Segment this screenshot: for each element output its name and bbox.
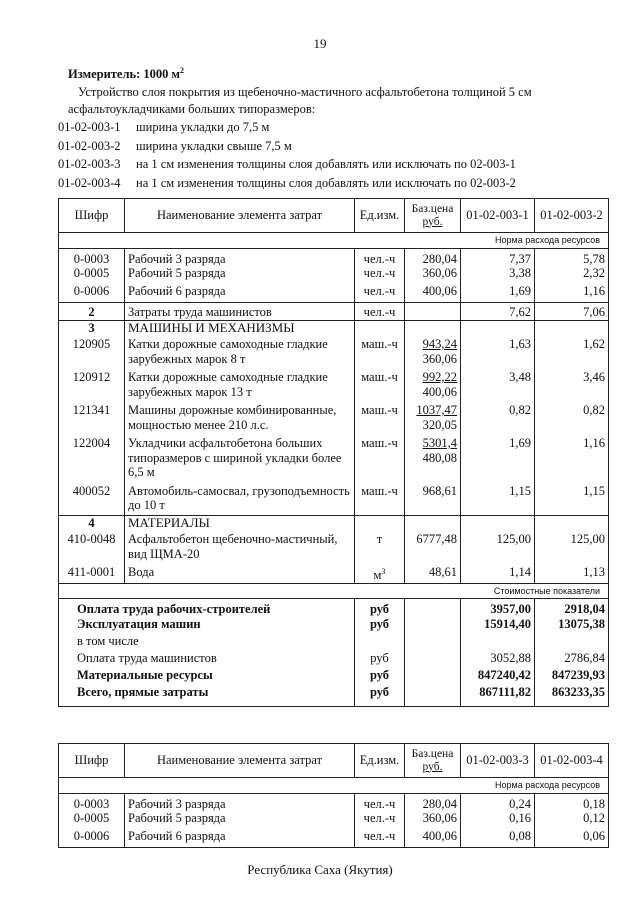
norm-label: Норма расхода ресурсов — [59, 233, 609, 249]
table-row: 0-0006 Рабочий 6 разряда чел.-ч 400,06 0,08 0,06 — [59, 829, 609, 847]
table-row: 0-0003 Рабочий 3 разряда чел.-ч 280,04 7,37 5,78 — [59, 248, 609, 266]
section-machines-title: МАШИНЫ И МЕХАНИЗМЫ — [125, 320, 355, 337]
code-text: на 1 см изменения толщины слоя добавлять или исключать по 02-003-2 — [136, 175, 516, 190]
table-row: 0-0003 Рабочий 3 разряда чел.-ч 280,04 0,24 0,18 — [59, 793, 609, 811]
code-id: 01-02-003-1 — [58, 120, 121, 134]
header-col1: 01-02-003-1 — [461, 199, 535, 233]
code-text: ширина укладки свыше 7,5 м — [136, 138, 292, 153]
meter-heading — [68, 66, 184, 82]
table-row: 0-0006 Рабочий 6 разряда чел.-ч 400,06 1,69 1,16 — [59, 284, 609, 302]
norm-label: Норма расхода ресурсов — [59, 778, 609, 794]
table-row: 400052 Автомобиль-самосвал, грузоподъемность до 10 т маш.-ч 968,61 1,15 1,15 — [59, 480, 609, 516]
code-id: 01-02-003-3 — [58, 157, 121, 171]
summary-row: Оплата труда машинистов руб 3052,88 2786,84 — [59, 651, 609, 668]
table-header-row — [59, 744, 609, 778]
header-col2: 01-02-003-2 — [535, 199, 609, 233]
region-footer: Республика Саха (Якутия) — [247, 862, 393, 877]
header-code: Шифр — [59, 744, 125, 778]
header-unit: Ед.изм. — [355, 199, 405, 233]
code-text: ширина укладки до 7,5 м — [136, 120, 270, 134]
summary-row: Материальные ресурсы руб 847240,42 847239,93 — [59, 668, 609, 685]
code-row — [58, 118, 516, 137]
table-row: 0-0005 Рабочий 5 разряда чел.-ч 360,06 3,38 2,32 — [59, 266, 609, 284]
norm-label-row — [59, 233, 609, 249]
table-row: 122004 Укладчики асфальтобетона больших типоразмеров с шириной укладки более 6,5 м маш.-ч 5301,4 480,08 1,69 1,16 — [59, 432, 609, 480]
table-row: 0-0005 Рабочий 5 разряда чел.-ч 360,06 0,16 0,12 — [59, 811, 609, 829]
code-row — [58, 174, 516, 193]
header-price: Баз.цена руб. — [405, 744, 461, 778]
table-row: 411-0001 Вода $м^3$ 48,61 1,14 1,13 — [59, 561, 609, 583]
code-text: на 1 см изменения толщины слоя добавлять или исключать по 02-003-1 — [136, 157, 516, 171]
header-unit: Ед.изм. — [355, 744, 405, 778]
machinists-row: 2 Затраты труда машинистов чел.-ч 7,62 7,06 — [59, 302, 609, 320]
code-row — [58, 137, 516, 156]
table-header-row — [59, 199, 609, 233]
section-materials-row: 4 МАТЕРИАЛЫ — [59, 515, 609, 532]
header-code: Шифр — [59, 199, 125, 233]
meter-sup: 2 — [180, 66, 185, 75]
cost-label-row — [59, 583, 609, 599]
table-row: 121341 Машины дорожные комбинированные, мощностью менее 210 л.с. маш.-ч 1037,47 320,05 0,82 0,82 — [59, 399, 609, 432]
header-col2: 01-02-003-4 — [535, 744, 609, 778]
cost-label: Стоимостные показатели — [59, 583, 609, 599]
table-row: 410-0048 Асфальтобетон щебеночно-мастичный, вид ЩМА-20 т 6777,48 125,00 125,00 — [59, 532, 609, 561]
table-row: 120912 Катки дорожные самоходные гладкие зарубежных марок 13 т маш.-ч 992,22 400,06 3,48 3,46 — [59, 366, 609, 399]
header-col1: 01-02-003-3 — [461, 744, 535, 778]
code-id: 01-02-003-4 — [58, 175, 121, 190]
header-name: Наименование элемента затрат — [125, 744, 355, 778]
summary-row: Эксплуатация машин руб 15914,40 13075,38 — [59, 617, 609, 634]
section-materials-title: МАТЕРИАЛЫ — [125, 515, 355, 532]
section-machines-row: 3 МАШИНЫ И МЕХАНИЗМЫ — [59, 320, 609, 337]
code-row — [58, 155, 516, 174]
resource-table-2 — [58, 743, 609, 848]
table-row: 120905 Катки дорожные самоходные гладкие зарубежных марок 8 т маш.-ч 943,24 360,06 1,63 1,62 — [59, 337, 609, 366]
meter-label: Измеритель: 1000 м — [68, 67, 181, 82]
summary-row: Оплата труда рабочих-строителей руб 3957,00 2918,04 — [59, 599, 609, 617]
header-name: Наименование элемента затрат — [125, 199, 355, 233]
code-list — [58, 118, 516, 192]
norm-label-row — [59, 778, 609, 794]
summary-row: в том числе — [59, 634, 609, 651]
summary-row: Всего, прямые затраты руб 867111,82 863233,35 — [59, 685, 609, 707]
page-number: 19 — [313, 36, 327, 51]
code-id: 01-02-003-2 — [58, 138, 121, 153]
resource-table-1 — [58, 198, 609, 707]
header-price: Баз.цена руб. — [405, 199, 461, 233]
work-description: Устройство слоя покрытия из щебеночно-мастичного асфальтобетона толщиной 5 см асфальтоукладчиками больших типоразмеров: — [68, 85, 532, 116]
